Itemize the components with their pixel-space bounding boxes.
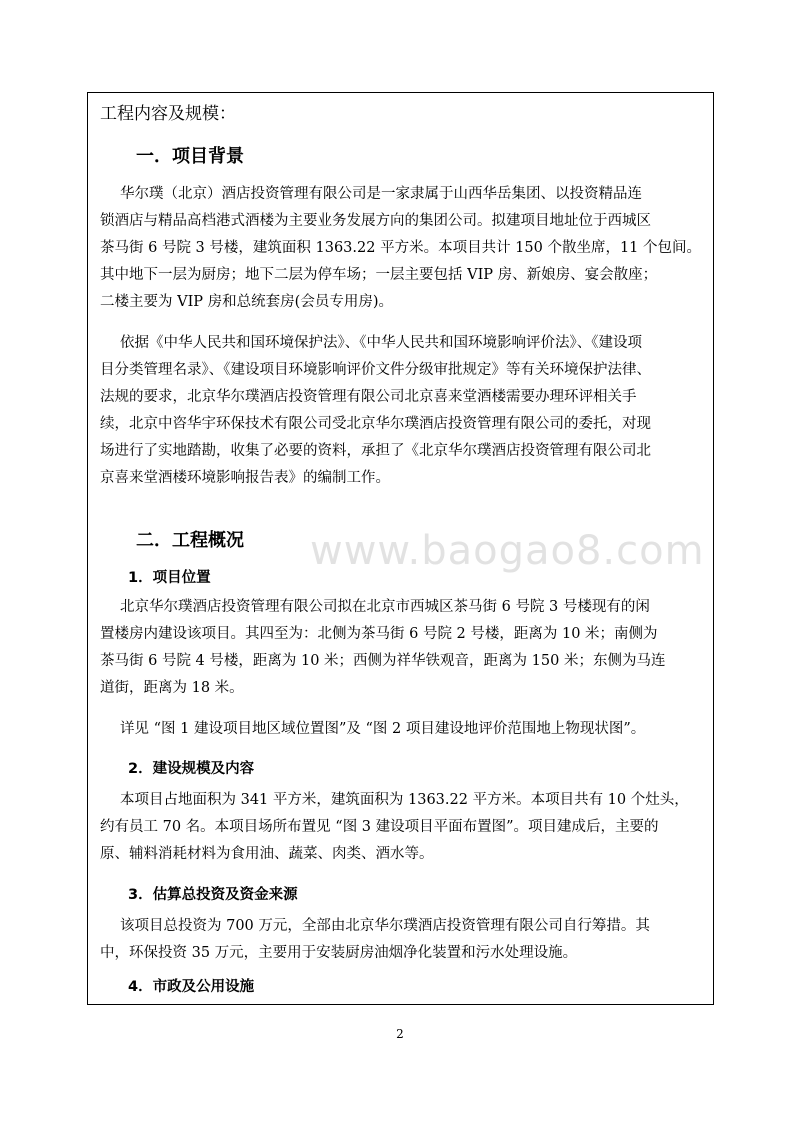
text-line: 京喜来堂酒楼环境影响报告表》的编制工作。 (100, 470, 390, 486)
page-heading: 工程内容及规模： (100, 104, 236, 124)
text-line: 目分类管理名录》、《建设项目环境影响评价文件分级审批规定》等有关环境保护法律、 (100, 362, 651, 378)
text-line: 续，北京中咨华宇环保技术有限公司受北京华尔璞酒店投资管理有限公司的委托，对现 (100, 416, 651, 432)
page-number: 2 (396, 1027, 404, 1041)
location-para2: 详见 “图 1 建设项目地区域位置图”及 “图 2 项目建设地评价范围地上物现状图”。 (120, 721, 646, 737)
subsection-title-scale: 2．建设规模及内容 (128, 761, 255, 777)
text-line: 置楼房内建设该项目。其四至为：北侧为茶马街 6 号院 2 号楼，距离为 10 米；南侧为 (100, 626, 658, 642)
subsection-title-location: 1．项目位置 (128, 570, 211, 586)
text-line: 中，环保投资 35 万元，主要用于安装厨房油烟净化装置和污水处理设施。 (100, 945, 578, 961)
watermark: www.baogao8.com (310, 528, 705, 574)
text-line: 依据《中华人民共和国环境保护法》、《中华人民共和国环境影响评价法》、《建设项 (120, 335, 642, 351)
section-title-background: 一．项目背景 (136, 146, 244, 167)
subsection-title-utilities: 4．市政及公用设施 (128, 979, 255, 995)
text-line: 该项目总投资为 700 万元，全部由北京华尔璞酒店投资管理有限公司自行筹措。其 (120, 918, 650, 934)
subsection-title-investment: 3．估算总投资及资金来源 (128, 887, 298, 903)
text-line: 约有员工 70 名。本项目场所布置见 “图 3 建设项目平面布置图”。项目建成后，主要的 (100, 819, 659, 835)
text-line: 北京华尔璞酒店投资管理有限公司拟在北京市西城区茶马街 6 号院 3 号楼现有的闲 (120, 599, 650, 615)
text-line: 锁酒店与精品高档港式酒楼为主要业务发展方向的集团公司。拟建项目地址位于西城区 (100, 213, 651, 229)
text-line: 其中地下一层为厨房；地下二层为停车场；一层主要包括 VIP 房、新娘房、宴会散座； (100, 267, 658, 283)
text-line: 茶马街 6 号院 4 号楼，距离为 10 米；西侧为祥华铁观音，距离为 150 米；东侧为马连 (100, 653, 666, 669)
text-line: 法规的要求，北京华尔璞酒店投资管理有限公司北京喜来堂酒楼需要办理环评相关手 (100, 389, 637, 405)
text-line: 道街，距离为 18 米。 (100, 680, 244, 696)
text-line: 茶马街 6 号院 3 号楼，建筑面积 1363.22 平方米。本项目共计 150 个散坐席，11 个包间。 (100, 240, 702, 256)
text-line: 场进行了实地踏勘，收集了必要的资料，承担了《北京华尔璞酒店投资管理有限公司北 (100, 443, 651, 459)
text-line: 华尔璞（北京）酒店投资管理有限公司是一家隶属于山西华岳集团、以投资精品连 (120, 186, 642, 202)
section-title-overview: 二．工程概况 (136, 530, 244, 551)
text-line: 本项目占地面积为 341 平方米，建筑面积为 1363.22 平方米。本项目共有 10 个灶头， (120, 792, 689, 808)
text-line: 二楼主要为 VIP 房和总统套房(会员专用房)。 (100, 294, 393, 310)
text-line: 原、辅料消耗材料为食用油、蔬菜、肉类、酒水等。 (100, 846, 434, 862)
